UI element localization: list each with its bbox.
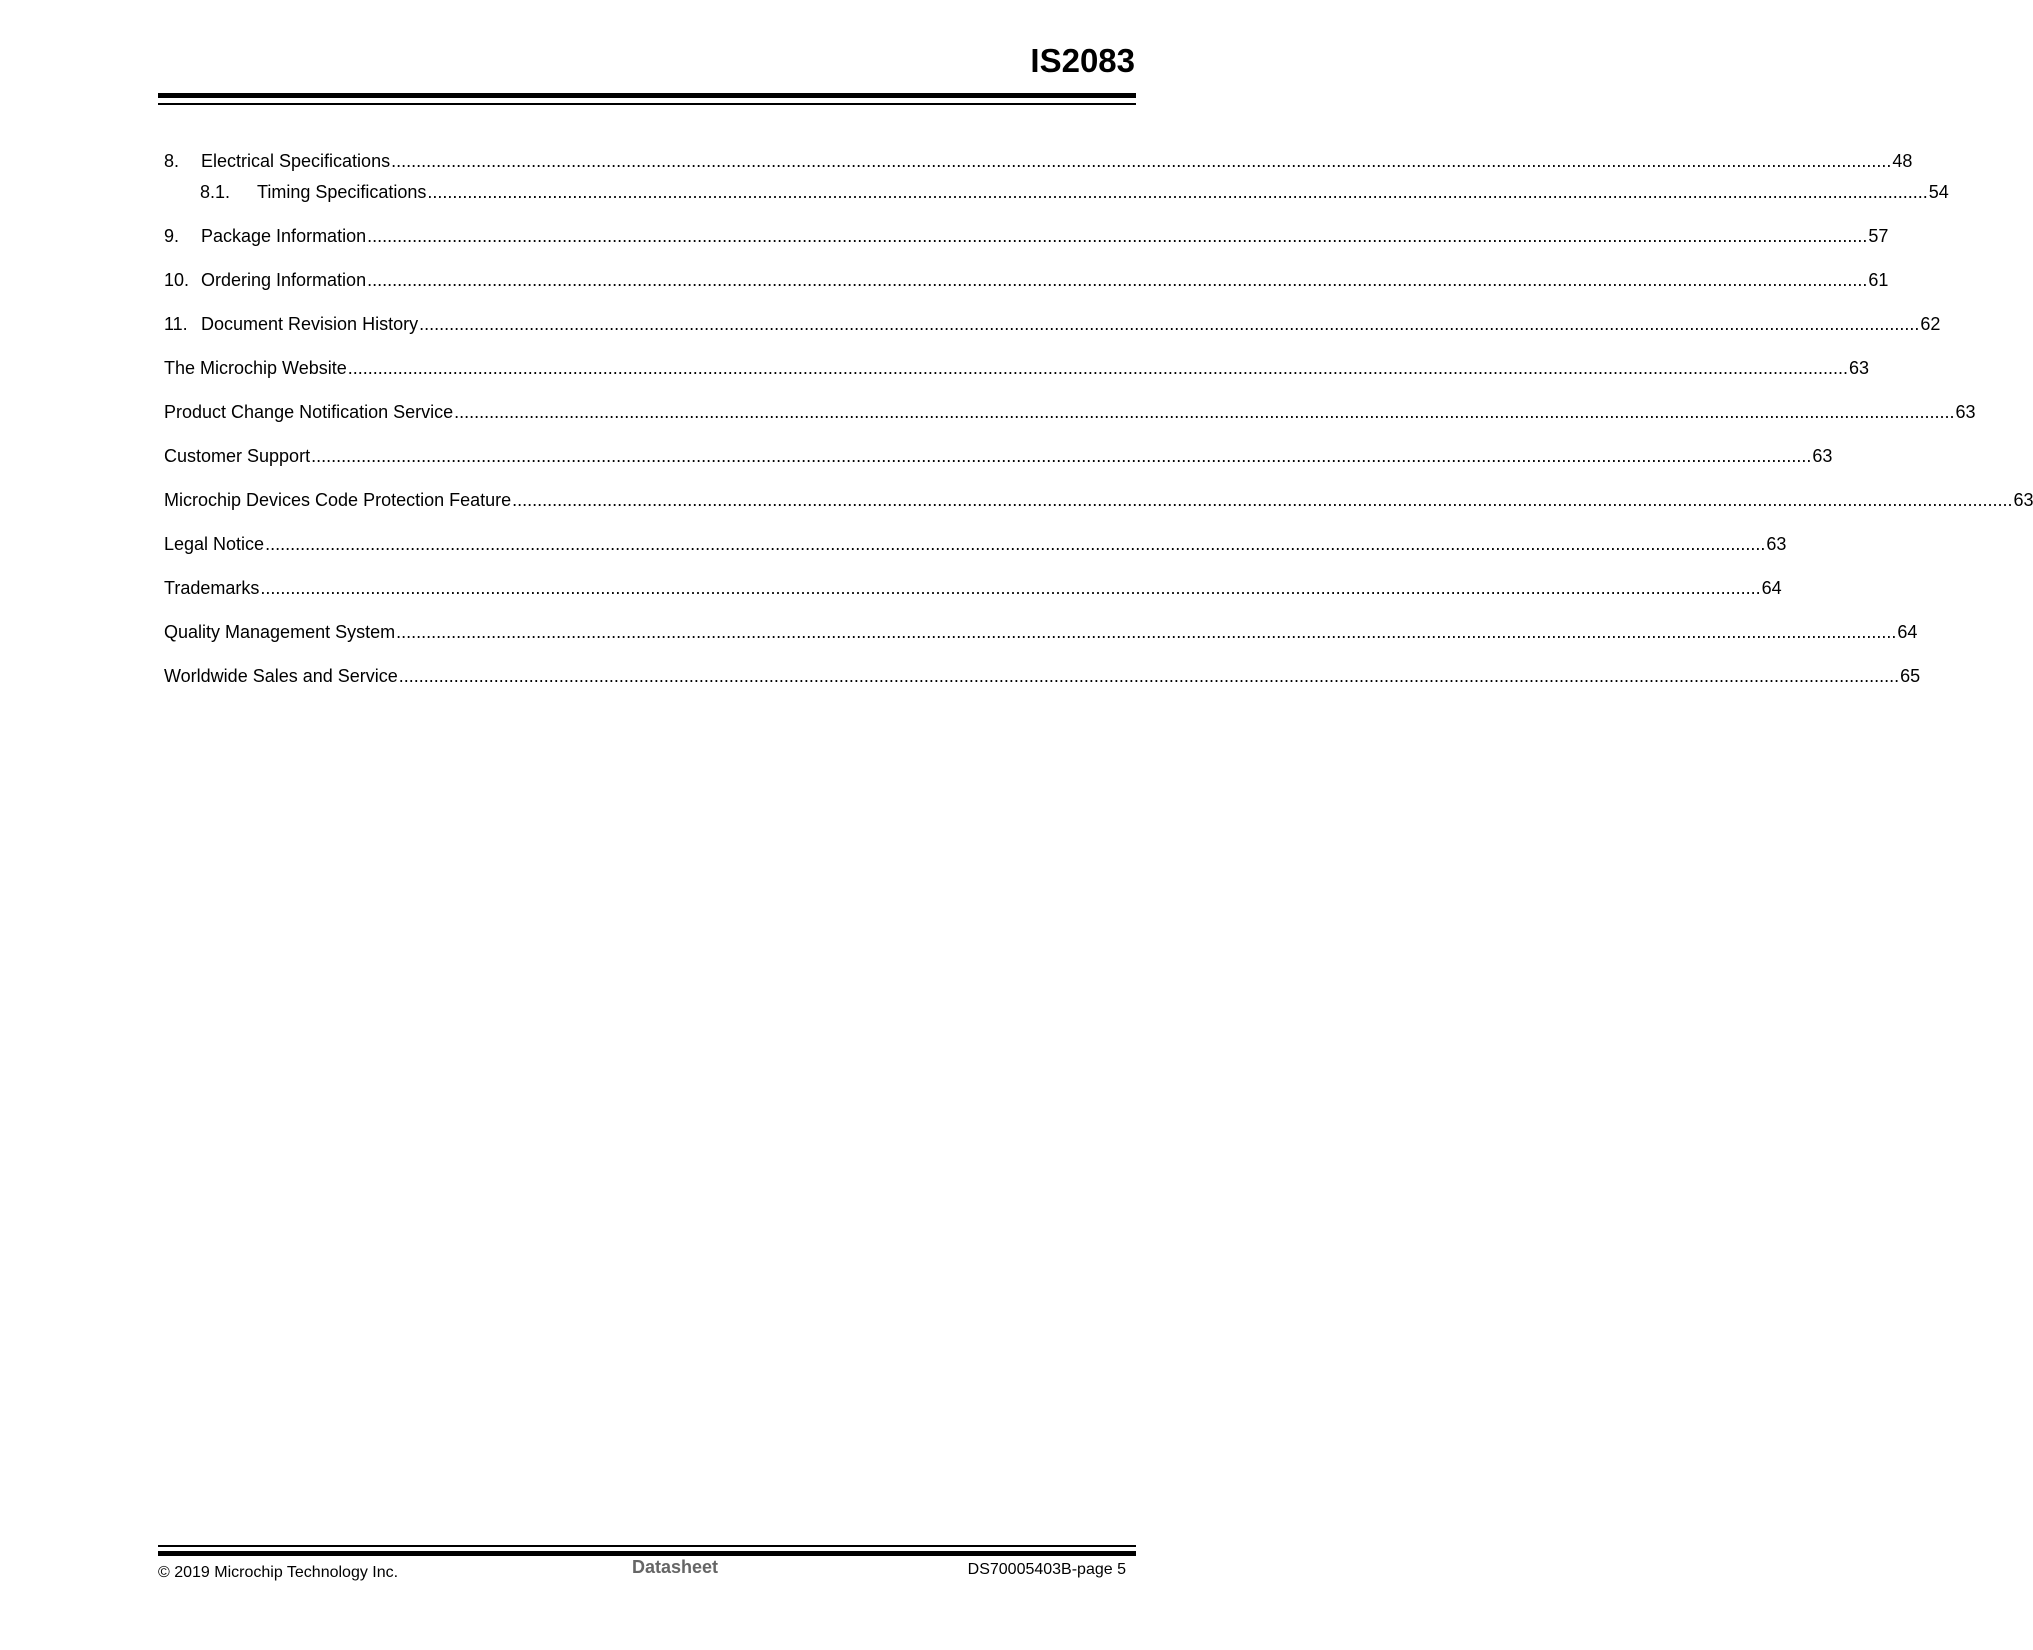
footer-page-number: DS70005403B-page 5 [967,1561,1126,1578]
footer-doc-type: Datasheet [632,1557,719,1577]
toc-entry[interactable] [164,224,1889,248]
footer-rule-thick [158,1551,1136,1556]
toc-entry-title: Worldwide Sales and Service [164,666,398,686]
header-rule-thick [158,93,1136,98]
toc-entry-page: 64 [1897,622,1918,642]
toc-entry[interactable] [164,576,1782,600]
toc-entry-title: Ordering Information [201,270,367,290]
toc-entry-page: 48 [1892,151,1913,171]
toc-entry-page: 63 [1955,402,1976,422]
toc-entry-title: Legal Notice [164,534,265,554]
toc-entry-number: 10. [164,270,190,290]
toc-entry-page: 63 [1766,534,1787,554]
toc-leader-dots: ............................................................................................................................................................................................................................................................................................................ [427,182,1928,202]
toc-entry[interactable] [164,149,1913,173]
toc-leader-dots: ............................................................................................................................................................................................................................................................................................................ [311,446,1812,466]
toc-entry-page: 64 [1761,578,1782,598]
toc-leader-dots: ............................................................................................................................................................................................................................................................................................................ [260,578,1761,598]
toc-entry-page: 63 [2013,490,2033,510]
toc-entry-page: 65 [1900,666,1921,686]
toc-leader-dots: ............................................................................................................................................................................................................................................................................................................ [367,270,1868,290]
page-title: IS2083 [1030,42,1135,79]
toc-entry-page: 57 [1868,226,1889,246]
toc-entry-title: Microchip Devices Code Protection Feature [164,490,512,510]
toc-entry-title: Quality Management System [164,622,396,642]
toc-entry[interactable] [164,400,1976,424]
toc-entry-title: Product Change Notification Service [164,402,454,422]
toc-leader-dots: ............................................................................................................................................................................................................................................................................................................ [454,402,1955,422]
toc-entry-title: Timing Specifications [257,182,427,202]
toc-leader-dots: ............................................................................................................................................................................................................................................................................................................ [265,534,1766,554]
toc-entry[interactable] [164,356,1870,380]
toc-entry[interactable] [200,180,1949,204]
toc-entry[interactable] [164,664,1921,688]
toc-leader-dots: ............................................................................................................................................................................................................................................................................................................ [398,666,1900,686]
toc-entry-title: Electrical Specifications [201,151,391,171]
toc-leader-dots: ............................................................................................................................................................................................................................................................................................................ [396,622,1897,642]
toc-entry-title: Document Revision History [201,314,419,334]
toc-leader-dots: ............................................................................................................................................................................................................................................................................................................ [419,314,1920,334]
toc-entry[interactable] [164,532,1787,556]
toc-entry-title: Customer Support [164,446,311,466]
toc-entry[interactable] [164,312,1941,336]
toc-entry-number: 11. [164,314,188,334]
toc-leader-dots: ............................................................................................................................................................................................................................................................................................................ [512,490,2013,510]
toc-entry-page: 63 [1812,446,1833,466]
toc-entry[interactable] [164,268,1889,292]
toc-entry-page: 54 [1928,182,1949,202]
toc-entry[interactable] [164,444,1833,468]
toc-entry-page: 61 [1868,270,1889,290]
header-rule-thin [158,103,1136,105]
toc-entry-page: 62 [1920,314,1941,334]
toc-leader-dots: ............................................................................................................................................................................................................................................................................................................ [347,358,1849,378]
toc-entry-number: 8. [164,151,180,171]
toc-entry[interactable] [164,488,2033,512]
toc-entry-title: The Microchip Website [164,358,347,378]
toc-entry-number: 9. [164,226,180,246]
footer-rule-thin [158,1545,1136,1547]
toc-entry-number: 8.1. [200,182,231,202]
footer-copyright: © 2019 Microchip Technology Inc. [158,1564,399,1581]
toc-leader-dots: ............................................................................................................................................................................................................................................................................................................ [367,226,1868,246]
toc-entry-title: Trademarks [164,578,260,598]
toc-entry-title: Package Information [201,226,367,246]
toc-entry-page: 63 [1849,358,1870,378]
toc-leader-dots: ............................................................................................................................................................................................................................................................................................................ [391,151,1892,171]
toc-entry[interactable] [164,620,1918,644]
